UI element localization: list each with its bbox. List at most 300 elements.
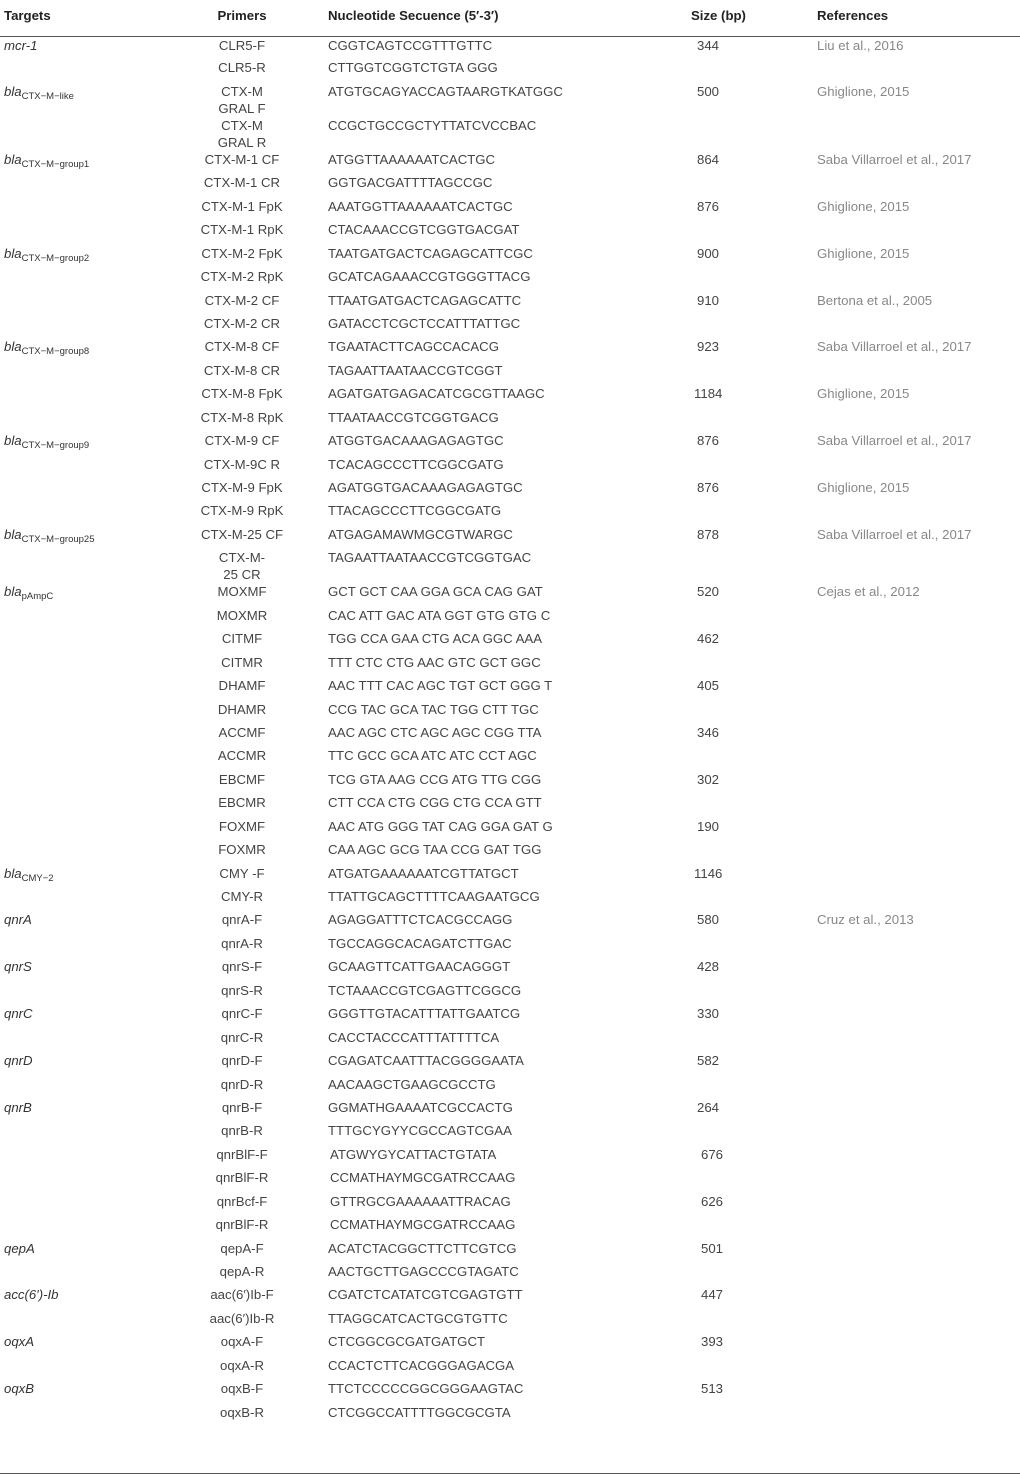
- cell-reference: Saba Villarroel et al., 2017: [817, 526, 972, 542]
- table-row: [0, 1029, 1020, 1052]
- table-row: [0, 1076, 1020, 1099]
- table-row: [0, 630, 1020, 653]
- cell-size: [650, 1029, 808, 1052]
- cell-reference: [808, 409, 1020, 432]
- cell-primer: oqxB-R: [220, 1404, 264, 1420]
- cell-sequence: CAC ATT GAC ATA GGT GTG GTG C: [328, 607, 551, 623]
- cell-size: [650, 456, 808, 479]
- cell-target: [0, 1052, 168, 1075]
- cell-reference: [808, 502, 1020, 525]
- table-row: [0, 83, 1020, 117]
- table-row: [0, 221, 1020, 244]
- cell-size: 1184: [694, 386, 723, 402]
- cell-target: [0, 315, 168, 338]
- cell-size: 500: [697, 83, 720, 99]
- cell-target: [0, 1286, 168, 1309]
- table-row: [0, 1169, 1020, 1192]
- table-row: [0, 1216, 1020, 1239]
- cell-primer: qepA-R: [219, 1264, 265, 1279]
- cell-primer: FOXMR: [218, 842, 266, 858]
- cell-primer: qnrB-F: [221, 1099, 263, 1115]
- cell-reference: [808, 59, 1020, 82]
- cell-sequence: CAA AGC GCG TAA CCG GAT TGG: [328, 842, 542, 858]
- cell-sequence: CCMATHAYMGCGATRCCAAG: [330, 1217, 516, 1233]
- header-primers: Primers: [168, 0, 316, 34]
- cell-primer: qnrA-R: [221, 935, 263, 951]
- cell-reference: [808, 1357, 1020, 1380]
- cell-primer: qnrS-R: [221, 982, 263, 998]
- cell-target: [0, 385, 168, 408]
- cell-reference: [808, 1169, 1020, 1192]
- cell-size: 346: [697, 724, 720, 740]
- cell-reference: [808, 677, 1020, 700]
- cell-reference: Ghiglione, 2015: [817, 480, 910, 495]
- cell-primer: CTX-M-2 CF: [204, 292, 280, 308]
- table-row: [0, 117, 1020, 151]
- cell-sequence: TTAATAACCGTCGGTGACG: [328, 409, 499, 425]
- cell-primer: oqxA-R: [220, 1357, 264, 1373]
- cell-size: [650, 1216, 808, 1239]
- cell-size: [650, 409, 808, 432]
- cell-primer: DHAMF: [218, 678, 266, 694]
- cell-sequence: GCAAGTTCATTGAACAGGGT: [328, 959, 511, 975]
- cell-primer: CTX-M-8 CF: [204, 339, 280, 355]
- table-row: [0, 338, 1020, 361]
- cell-size: 923: [697, 339, 720, 355]
- target-name: bla: [4, 339, 22, 355]
- target-name: bla: [4, 245, 22, 261]
- cell-size: 428: [697, 959, 720, 975]
- table-row: [0, 1052, 1020, 1075]
- table-row: [0, 1099, 1020, 1122]
- cell-reference: Saba Villarroel et al., 2017: [817, 339, 972, 355]
- table-row: [0, 818, 1020, 841]
- cell-reference: [808, 549, 1020, 583]
- cell-target: [0, 1263, 168, 1286]
- cell-reference: [808, 362, 1020, 385]
- cell-reference: [808, 982, 1020, 1005]
- table-row: [0, 1263, 1020, 1286]
- target-subscript: CTX−M−group25: [21, 533, 95, 545]
- cell-target: [0, 607, 168, 630]
- cell-size: 876: [697, 433, 720, 449]
- cell-sequence: AAC AGC CTC AGC AGC CGG TTA: [328, 724, 542, 740]
- cell-target: [0, 174, 168, 197]
- cell-primer: qnrD-R: [220, 1076, 264, 1092]
- cell-size: [650, 888, 808, 911]
- cell-size: 405: [697, 678, 720, 694]
- cell-sequence: GTTRGCGAAAAAATTRACAG: [330, 1193, 511, 1209]
- cell-target: [0, 292, 168, 315]
- cell-size: [650, 174, 808, 197]
- cell-primer: CTX-M-2 CR: [203, 315, 281, 331]
- cell-primer: qnrS-F: [221, 959, 263, 975]
- table-row: [0, 245, 1020, 268]
- table-row: [0, 362, 1020, 385]
- cell-reference: Saba Villarroel et al., 2017: [817, 151, 972, 167]
- cell-sequence: TTCTCCCCCGGCGGGAAGTAC: [328, 1381, 524, 1397]
- table-row: [0, 1357, 1020, 1380]
- cell-primer: MOXMF: [217, 584, 267, 600]
- cell-sequence: CCG TAC GCA TAC TGG CTT TGC: [328, 701, 539, 717]
- cell-primer: oqxB-F: [220, 1381, 264, 1397]
- cell-sequence: CTCGGCGCGATGATGCT: [328, 1334, 486, 1350]
- table-row: [0, 677, 1020, 700]
- cell-target: [0, 1404, 168, 1427]
- cell-size: 580: [697, 912, 720, 928]
- target-name: bla: [4, 433, 22, 449]
- cell-size: 393: [701, 1334, 724, 1350]
- cell-sequence: GCT GCT CAA GGA GCA CAG GAT: [328, 584, 543, 600]
- cell-sequence: GCATCAGAAACCGTGGGTTACG: [328, 269, 531, 285]
- cell-primer: qnrBlF-R: [215, 1217, 269, 1233]
- table-row: [0, 198, 1020, 221]
- target-subscript: CMY−2: [21, 872, 54, 884]
- cell-sequence: TCTAAACCGTCGAGTTCGGCG: [328, 982, 522, 998]
- cell-primer: CMY-R: [220, 889, 263, 904]
- cell-sequence: TAATGATGACTCAGAGCATTCGC: [328, 245, 533, 261]
- cell-reference: [808, 117, 1020, 151]
- cell-sequence: CACCTACCCATTTATTTTCA: [328, 1029, 500, 1045]
- target-name: qepA: [4, 1240, 35, 1256]
- cell-size: 520: [697, 584, 720, 600]
- cell-reference: [808, 724, 1020, 747]
- cell-sequence: TAGAATTAATAACCGTCGGTGAC: [328, 550, 532, 566]
- cell-target: [0, 1333, 168, 1356]
- cell-sequence: TCACAGCCCTTCGGCGATG: [328, 456, 504, 472]
- target-subscript: CTX−M−like: [21, 90, 74, 102]
- table-row: [0, 1240, 1020, 1263]
- cell-primer: CITMF: [221, 631, 263, 647]
- target-name: acc(6′)-Ib: [4, 1287, 59, 1303]
- target-name: mcr-1: [4, 37, 38, 53]
- target-name: qnrD: [4, 1053, 33, 1069]
- cell-reference: Cejas et al., 2012: [817, 584, 920, 600]
- cell-reference: [808, 747, 1020, 770]
- cell-size: [650, 59, 808, 82]
- cell-size: [650, 221, 808, 244]
- cell-reference: [808, 1380, 1020, 1403]
- cell-size: [650, 794, 808, 817]
- cell-reference: [808, 1216, 1020, 1239]
- cell-primer: CTX-M GRAL F: [218, 83, 266, 116]
- cell-sequence: CTTGGTCGGTCTGTA GGG: [328, 60, 498, 76]
- cell-size: [650, 982, 808, 1005]
- cell-primer: CTX-M-9 FpK: [201, 480, 283, 495]
- cell-target: [0, 583, 168, 606]
- table-row: [0, 409, 1020, 432]
- cell-target: [0, 1099, 168, 1122]
- cell-target: [0, 958, 168, 981]
- cell-sequence: AACAAGCTGAAGCGCCTG: [328, 1076, 496, 1092]
- cell-sequence: CGGTCAGTCCGTTTGTTC: [328, 37, 493, 53]
- cell-size: [650, 362, 808, 385]
- table-row: [0, 385, 1020, 408]
- cell-size: 876: [697, 480, 720, 495]
- target-subscript: CTX−M−group2: [21, 252, 90, 264]
- cell-primer: CTX-M-8 FpK: [201, 386, 283, 402]
- cell-reference: [808, 456, 1020, 479]
- cell-target: [0, 1122, 168, 1145]
- cell-target: [0, 151, 168, 174]
- cell-target: [0, 1216, 168, 1239]
- cell-target: [0, 654, 168, 677]
- cell-sequence: AGATGGTGACAAAGAGAGTGC: [328, 480, 523, 495]
- cell-primer: qnrBlF-F: [216, 1146, 268, 1162]
- cell-size: [650, 701, 808, 724]
- table-row: [0, 1193, 1020, 1216]
- cell-size: 190: [697, 818, 720, 834]
- cell-sequence: CTCGGCCATTTTGGCGCGTA: [328, 1404, 511, 1420]
- table-row: [0, 794, 1020, 817]
- cell-reference: [808, 630, 1020, 653]
- table-row: [0, 724, 1020, 747]
- table-row: [0, 607, 1020, 630]
- cell-size: 676: [701, 1146, 724, 1162]
- cell-size: 447: [701, 1287, 724, 1303]
- cell-reference: [808, 841, 1020, 864]
- table-body: [0, 36, 1020, 1427]
- table-row: [0, 911, 1020, 934]
- cell-reference: [808, 865, 1020, 888]
- cell-primer: CTX-M-8 CR: [203, 362, 281, 378]
- cell-sequence: CCGCTGCCGCTYTTATCVCCBAC: [328, 117, 537, 133]
- cell-primer: CLR5-F: [218, 37, 266, 53]
- cell-target: [0, 724, 168, 747]
- cell-reference: [808, 654, 1020, 677]
- cell-reference: [808, 1193, 1020, 1216]
- cell-sequence: TTTGCYGYYCGCCAGTCGAA: [328, 1123, 512, 1139]
- cell-size: [650, 1169, 808, 1192]
- cell-primer: qnrBlF-R: [215, 1170, 269, 1186]
- target-name: bla: [4, 526, 22, 542]
- table-row: [0, 865, 1020, 888]
- cell-primer: DHAMR: [217, 701, 267, 717]
- cell-sequence: AACTGCTTGAGCCCGTAGATC: [328, 1264, 519, 1279]
- table-row: [0, 935, 1020, 958]
- cell-target: [0, 83, 168, 117]
- table-row: [0, 1404, 1020, 1427]
- cell-primer: CTX-M-9C R: [203, 456, 281, 472]
- cell-size: 582: [697, 1053, 720, 1069]
- target-name: bla: [4, 151, 22, 167]
- cell-size: [650, 1357, 808, 1380]
- cell-primer: CTX-M-1 RpK: [200, 222, 284, 238]
- cell-target: [0, 1357, 168, 1380]
- header-row: [0, 0, 1020, 36]
- cell-target: [0, 432, 168, 455]
- cell-target: [0, 982, 168, 1005]
- cell-target: [0, 1029, 168, 1052]
- cell-reference: [808, 888, 1020, 911]
- cell-reference: [808, 958, 1020, 981]
- target-name: oqxA: [4, 1334, 35, 1350]
- cell-sequence: ATGATGAAAAAATCGTTATGCT: [328, 865, 519, 881]
- cell-size: [650, 315, 808, 338]
- cell-size: [650, 1404, 808, 1427]
- cell-reference: [808, 1099, 1020, 1122]
- cell-primer: CTX-M-1 CF: [204, 151, 280, 167]
- cell-sequence: GGGTTGTACATTTATTGAATCG: [328, 1006, 521, 1022]
- cell-reference: Ghiglione, 2015: [817, 198, 910, 214]
- cell-size: [650, 549, 808, 583]
- cell-reference: [808, 607, 1020, 630]
- cell-sequence: TCG GTA AAG CCG ATG TTG CGG: [328, 771, 542, 787]
- cell-sequence: TTAATGATGACTCAGAGCATTC: [328, 292, 522, 308]
- cell-reference: [808, 794, 1020, 817]
- cell-primer: CTX-M-8 RpK: [200, 409, 284, 425]
- target-subscript: CTX−M−group8: [21, 346, 90, 358]
- cell-reference: [808, 221, 1020, 244]
- header-references: References: [808, 0, 1020, 34]
- cell-size: 876: [697, 198, 720, 214]
- cell-target: [0, 117, 168, 151]
- cell-sequence: ATGGTGACAAAGAGAGTGC: [328, 433, 504, 449]
- table-row: [0, 958, 1020, 981]
- target-name: oqxB: [4, 1381, 35, 1397]
- table-row: [0, 526, 1020, 549]
- table-row: [0, 1286, 1020, 1309]
- cell-target: [0, 677, 168, 700]
- cell-primer: qnrBcf-F: [216, 1193, 268, 1209]
- cell-size: 910: [697, 292, 720, 308]
- cell-primer: oqxA-F: [220, 1334, 264, 1350]
- cell-primer: CLR5-R: [218, 60, 266, 76]
- cell-primer: CTX-M-9 RpK: [200, 503, 284, 519]
- target-subscript: CTX−M−group9: [21, 440, 90, 452]
- table-row: [0, 1310, 1020, 1333]
- cell-target: [0, 36, 168, 59]
- cell-reference: [808, 1005, 1020, 1028]
- cell-sequence: CCACTCTTCACGGGAGACGA: [328, 1357, 515, 1373]
- cell-primer: CTX-M-2 FpK: [201, 245, 283, 261]
- cell-sequence: GATACCTCGCTCCATTTATTGC: [328, 315, 521, 331]
- target-subscript: pAmpC: [21, 591, 54, 603]
- table-row: [0, 549, 1020, 583]
- cell-size: [650, 502, 808, 525]
- table-row: [0, 747, 1020, 770]
- table-row: [0, 771, 1020, 794]
- cell-target: [0, 409, 168, 432]
- target-name: qnrS: [4, 959, 32, 975]
- cell-sequence: TGCCAGGCACAGATCTTGAC: [328, 935, 512, 951]
- cell-sequence: TTATTGCAGCTTTTCAAGAATGCG: [328, 889, 540, 904]
- table-row: [0, 1005, 1020, 1028]
- cell-reference: Ghiglione, 2015: [817, 245, 910, 261]
- cell-primer: CMY -F: [219, 865, 265, 881]
- cell-sequence: TTC GCC GCA ATC ATC CCT AGC: [328, 748, 537, 764]
- table-row: [0, 841, 1020, 864]
- cell-sequence: TGAATACTTCAGCCACACG: [328, 339, 499, 355]
- cell-size: [650, 607, 808, 630]
- target-name: qnrC: [4, 1006, 33, 1022]
- cell-primer: CTX-M-25 CF: [200, 526, 284, 542]
- cell-size: [650, 747, 808, 770]
- cell-reference: [808, 701, 1020, 724]
- cell-reference: [808, 771, 1020, 794]
- table-row: [0, 583, 1020, 606]
- cell-primer: qnrA-F: [221, 912, 263, 928]
- cell-reference: [808, 1310, 1020, 1333]
- cell-size: 462: [697, 631, 720, 647]
- cell-sequence: TTACAGCCCTTCGGCGATG: [328, 503, 502, 519]
- cell-target: [0, 338, 168, 361]
- target-name: qnrB: [4, 1099, 32, 1115]
- cell-reference: [808, 1052, 1020, 1075]
- cell-target: [0, 1310, 168, 1333]
- table-row: [0, 1333, 1020, 1356]
- cell-target: [0, 198, 168, 221]
- cell-primer: CTX-M GRAL R: [217, 117, 267, 150]
- cell-sequence: ATGTGCAGYACCAGTAARGTKATGGC: [328, 83, 563, 99]
- cell-sequence: AGAGGATTTCTCACGCCAGG: [328, 912, 513, 928]
- cell-sequence: ATGWYGYCATTACTGTATA: [330, 1146, 497, 1162]
- cell-sequence: AAATGGTTAAAAAATCACTGC: [328, 198, 513, 214]
- cell-sequence: CGATCTCATATCGTCGAGTGTT: [328, 1287, 523, 1303]
- cell-sequence: CGAGATCAATTTACGGGGAATA: [328, 1053, 524, 1069]
- cell-size: 1146: [694, 865, 723, 881]
- cell-primer: qnrC-F: [221, 1006, 263, 1022]
- cell-sequence: GGMATHGAAAATCGCCACTG: [328, 1099, 513, 1115]
- cell-sequence: TGG CCA GAA CTG ACA GGC AAA: [328, 631, 542, 647]
- cell-sequence: CTT CCA CTG CGG CTG CCA GTT: [328, 795, 542, 811]
- table-row: [0, 1380, 1020, 1403]
- cell-target: [0, 865, 168, 888]
- cell-primer: qnrC-R: [220, 1029, 264, 1045]
- cell-target: [0, 1076, 168, 1099]
- cell-target: [0, 526, 168, 549]
- cell-sequence: GGTGACGATTTTAGCCGC: [328, 175, 493, 191]
- table-row: [0, 1122, 1020, 1145]
- cell-reference: [808, 935, 1020, 958]
- cell-primer: EBCMF: [218, 771, 266, 787]
- target-name: bla: [4, 584, 22, 600]
- cell-primer: CITMR: [221, 654, 263, 670]
- cell-primer: CTX-M-9 CF: [204, 433, 280, 449]
- cell-size: [650, 935, 808, 958]
- cell-target: [0, 888, 168, 911]
- cell-reference: [808, 174, 1020, 197]
- cell-target: [0, 456, 168, 479]
- cell-size: [650, 117, 808, 151]
- cell-target: [0, 549, 168, 583]
- cell-reference: [808, 1240, 1020, 1263]
- table-row: [0, 502, 1020, 525]
- cell-target: [0, 701, 168, 724]
- cell-reference: [808, 1122, 1020, 1145]
- cell-target: [0, 771, 168, 794]
- cell-size: 864: [697, 151, 720, 167]
- cell-reference: Ghiglione, 2015: [817, 83, 910, 99]
- cell-primer: aac(6′)Ib-F: [210, 1287, 274, 1303]
- cell-sequence: TTAGGCATCACTGCGTGTTC: [328, 1310, 508, 1326]
- cell-size: 900: [697, 245, 720, 261]
- cell-target: [0, 362, 168, 385]
- cell-size: [650, 1263, 808, 1286]
- cell-sequence: TAGAATTAATAACCGTCGGT: [328, 362, 503, 378]
- cell-size: 330: [697, 1006, 720, 1022]
- target-subscript: CTX−M−group1: [21, 158, 90, 170]
- header-targets: Targets: [0, 0, 168, 34]
- cell-primer: qnrD-F: [221, 1053, 263, 1069]
- cell-target: [0, 911, 168, 934]
- table-row: [0, 174, 1020, 197]
- cell-sequence: AAC TTT CAC AGC TGT GCT GGG T: [328, 678, 553, 694]
- cell-size: [650, 841, 808, 864]
- cell-size: 344: [697, 37, 720, 53]
- table-row: [0, 982, 1020, 1005]
- cell-sequence: AAC ATG GGG TAT CAG GGA GAT G: [328, 818, 553, 834]
